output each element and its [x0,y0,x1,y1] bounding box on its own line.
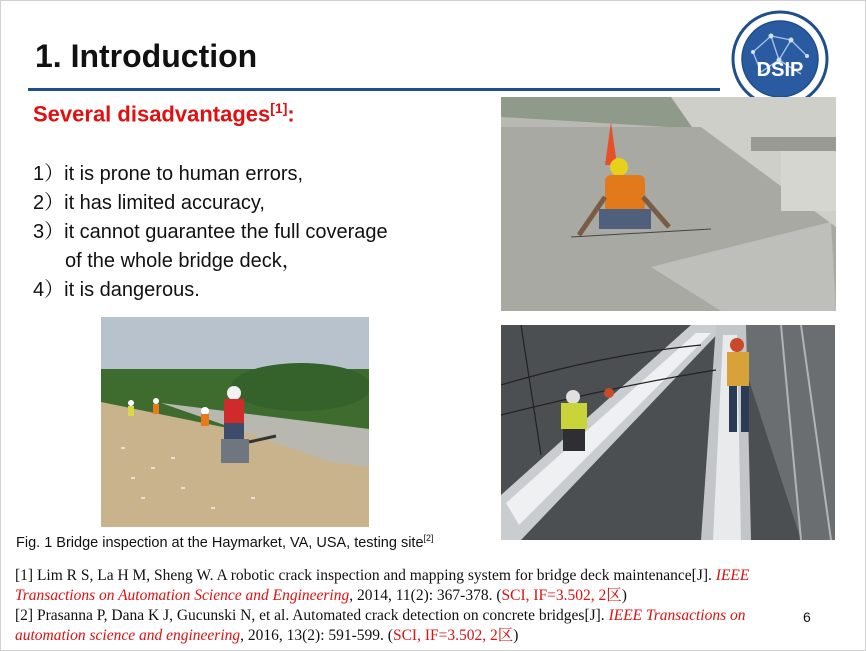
list-item: 1）it is prone to human errors, [33,163,304,185]
title-underline [28,88,720,91]
reference-close: ) [513,627,519,644]
reference-item [15,566,815,606]
list-item: 4）it is dangerous. [33,279,200,301]
caption-text: Fig. 1 Bridge inspection at the Haymarket, VA, USA, testing site [16,534,424,551]
references [15,566,815,646]
caption-citation: [2] [423,533,434,543]
reference-index: SCI, IF=3.502, 2区 [392,627,514,644]
reference-text: [2] Prasanna P, Dana K J, Gucunski N, et al. Automated crack detection on concrete bridges[J]. [15,607,609,624]
disadvantage-list [33,160,388,305]
slide-title: 1. Introduction [35,38,258,74]
reference-text: [1] Lim R S, La H M, Sheng W. A robotic crack inspection and mapping system for bridge deck maintenance[J]. [15,567,716,584]
photo-cable-workers [501,325,835,540]
figure-caption [16,533,434,551]
logo-text: DSIP [756,59,804,81]
reference-index: SCI, IF=3.502, 2区 [501,587,622,604]
reference-details: , 2014, 11(2): 367-378. ( [349,587,502,604]
list-item: 2）it has limited accuracy, [33,192,265,214]
list-item-continuation: of the whole bridge deck， [65,250,302,272]
heading-citation: [1] [270,100,288,116]
heading-text: Several disadvantages [33,101,271,127]
photo-testing-site [101,317,369,527]
disadvantages-heading [33,100,295,127]
reference-details: , 2016, 13(2): 591-599. ( [240,627,393,644]
list-item: 3）it cannot guarantee the full coverage [33,221,388,243]
heading-colon: : [287,101,295,127]
dsip-logo [731,10,829,108]
reference-journal: IEEE Transactions on automation science and engineering [15,607,746,644]
reference-journal: IEEE Transactions on Automation Science and Engineering [15,567,750,604]
photo-deck-inspector [501,97,836,311]
reference-item [15,606,815,646]
page-number: 6 [803,609,811,625]
reference-close: ) [621,587,627,604]
